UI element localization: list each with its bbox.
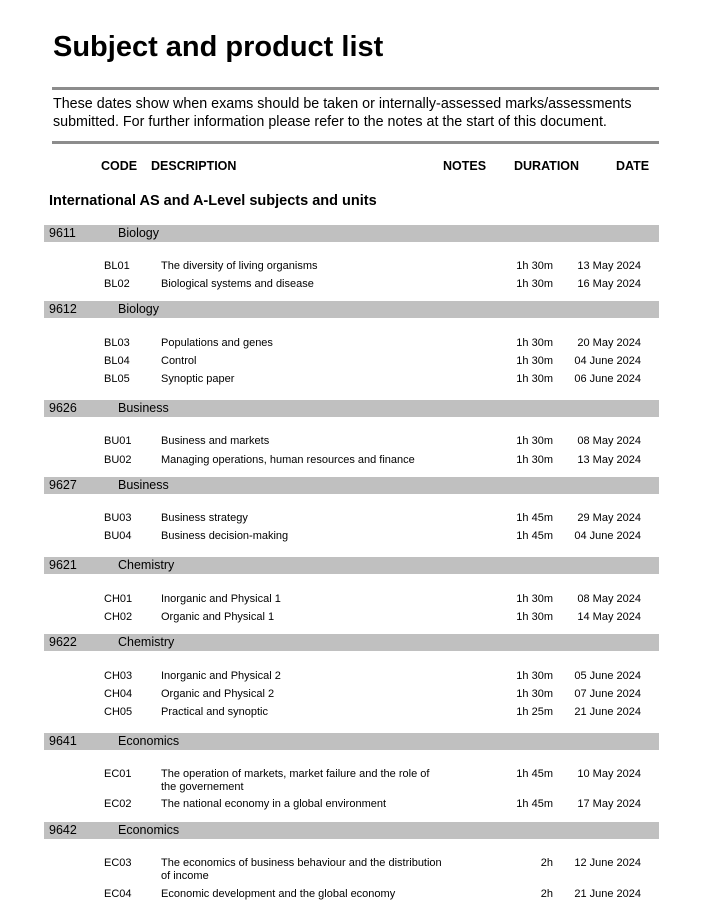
subject-code: 9611 xyxy=(49,226,76,240)
unit-duration: 1h 30m xyxy=(516,355,553,367)
unit-description: Inorganic and Physical 1 xyxy=(161,593,281,605)
unit-duration: 1h 45m xyxy=(516,512,553,524)
unit-code: EC04 xyxy=(104,888,132,900)
unit-description: Organic and Physical 1 xyxy=(161,611,275,623)
unit-duration: 1h 30m xyxy=(516,260,553,272)
unit-code: CH05 xyxy=(104,706,133,718)
unit-duration: 1h 30m xyxy=(516,454,553,466)
header-code: CODE xyxy=(101,159,138,173)
unit-code: CH01 xyxy=(104,593,133,605)
unit-description: Business and markets xyxy=(161,435,270,447)
unit-code: BL05 xyxy=(104,373,130,385)
unit-duration: 1h 25m xyxy=(516,706,553,718)
unit-code: CH04 xyxy=(104,688,133,700)
subject-band xyxy=(44,822,659,839)
unit-duration: 1h 30m xyxy=(516,435,553,447)
unit-duration: 1h 30m xyxy=(516,278,553,290)
unit-duration: 1h 30m xyxy=(516,688,553,700)
unit-description: Managing operations, human resources and finance xyxy=(161,454,415,466)
unit-date: 04 June 2024 xyxy=(574,355,641,367)
unit-duration: 1h 45m xyxy=(516,530,553,542)
unit-description: The national economy in a global environment xyxy=(161,798,387,810)
header-date: DATE xyxy=(616,159,650,173)
unit-date: 08 May 2024 xyxy=(577,435,641,447)
subject-code: 9626 xyxy=(49,401,77,415)
unit-date: 07 June 2024 xyxy=(574,688,641,700)
unit-date: 08 May 2024 xyxy=(577,593,641,605)
unit-duration: 1h 30m xyxy=(516,373,553,385)
unit-description: Business decision-making xyxy=(161,530,289,542)
header-description: DESCRIPTION xyxy=(151,159,237,173)
unit-date: 21 June 2024 xyxy=(574,706,641,718)
unit-description: The diversity of living organisms xyxy=(161,260,318,272)
page-title: Subject and product list xyxy=(53,31,384,63)
section-title: International AS and A-Level subjects and units xyxy=(49,193,377,209)
unit-duration: 1h 30m xyxy=(516,337,553,349)
unit-date: 13 May 2024 xyxy=(577,260,641,272)
unit-code: BU02 xyxy=(104,454,132,466)
subject-code: 9642 xyxy=(49,823,77,837)
unit-duration: 1h 45m xyxy=(516,798,553,810)
subject-name: Economics xyxy=(118,823,180,837)
unit-description: Practical and synoptic xyxy=(161,706,268,718)
divider-top xyxy=(52,87,659,90)
subject-code: 9621 xyxy=(49,558,77,572)
subject-band xyxy=(44,301,659,318)
unit-duration: 2h xyxy=(540,888,553,900)
subject-name: Chemistry xyxy=(118,558,175,572)
subject-band xyxy=(44,400,659,417)
unit-code: BL01 xyxy=(104,260,130,272)
divider-bottom xyxy=(52,141,659,144)
unit-code: EC01 xyxy=(104,768,132,780)
unit-duration: 1h 30m xyxy=(516,670,553,682)
unit-description: Biological systems and disease xyxy=(161,278,314,290)
unit-description: The economics of business behaviour and the distribution of income xyxy=(161,857,442,882)
unit-code: BU03 xyxy=(104,512,132,524)
subject-band xyxy=(44,557,659,574)
unit-description: The operation of markets, market failure and the role of the governement xyxy=(161,768,430,793)
unit-description: Inorganic and Physical 2 xyxy=(161,670,281,682)
unit-date: 04 June 2024 xyxy=(574,530,641,542)
subject-band xyxy=(44,477,659,494)
subject-name: Business xyxy=(118,478,169,492)
subject-band xyxy=(44,634,659,651)
unit-duration: 1h 30m xyxy=(516,593,553,605)
unit-description: Synoptic paper xyxy=(161,373,235,385)
subject-code: 9612 xyxy=(49,302,77,316)
unit-duration: 2h xyxy=(540,857,553,869)
unit-code: BL02 xyxy=(104,278,130,290)
unit-code: BL03 xyxy=(104,337,130,349)
unit-description: Control xyxy=(161,355,197,367)
unit-code: EC03 xyxy=(104,857,132,869)
unit-code: EC02 xyxy=(104,798,132,810)
unit-date: 10 May 2024 xyxy=(577,768,641,780)
subject-name: Business xyxy=(118,401,169,415)
unit-code: BU04 xyxy=(104,530,132,542)
unit-code: BU01 xyxy=(104,435,132,447)
subject-name: Biology xyxy=(118,226,159,240)
unit-date: 20 May 2024 xyxy=(577,337,641,349)
unit-code: CH03 xyxy=(104,670,133,682)
subject-name: Chemistry xyxy=(118,635,175,649)
subject-name: Economics xyxy=(118,734,180,748)
unit-date: 05 June 2024 xyxy=(574,670,641,682)
unit-description: Populations and genes xyxy=(161,337,273,349)
unit-date: 29 May 2024 xyxy=(577,512,641,524)
unit-description: Organic and Physical 2 xyxy=(161,688,275,700)
intro-text: These dates show when exams should be taken or internally-assessed marks/assessments submitted. For further information please refer to the notes at the start of this document. xyxy=(53,96,632,130)
unit-duration: 1h 45m xyxy=(516,768,553,780)
unit-date: 06 June 2024 xyxy=(574,373,641,385)
unit-date: 17 May 2024 xyxy=(577,798,641,810)
unit-duration: 1h 30m xyxy=(516,611,553,623)
unit-code: CH02 xyxy=(104,611,133,623)
unit-date: 13 May 2024 xyxy=(577,454,641,466)
subject-band xyxy=(44,733,659,750)
subject-name: Biology xyxy=(118,302,159,316)
subject-band xyxy=(44,225,659,242)
subject-code: 9641 xyxy=(49,734,77,748)
unit-description: Economic development and the global economy xyxy=(161,888,396,900)
subject-code: 9627 xyxy=(49,478,77,492)
subject-code: 9622 xyxy=(49,635,77,649)
unit-code: BL04 xyxy=(104,355,130,367)
unit-date: 21 June 2024 xyxy=(574,888,641,900)
unit-date: 16 May 2024 xyxy=(577,278,641,290)
unit-description: Business strategy xyxy=(161,512,248,524)
unit-date: 12 June 2024 xyxy=(574,857,641,869)
unit-date: 14 May 2024 xyxy=(577,611,641,623)
header-duration: DURATION xyxy=(514,159,580,173)
header-notes: NOTES xyxy=(443,159,487,173)
